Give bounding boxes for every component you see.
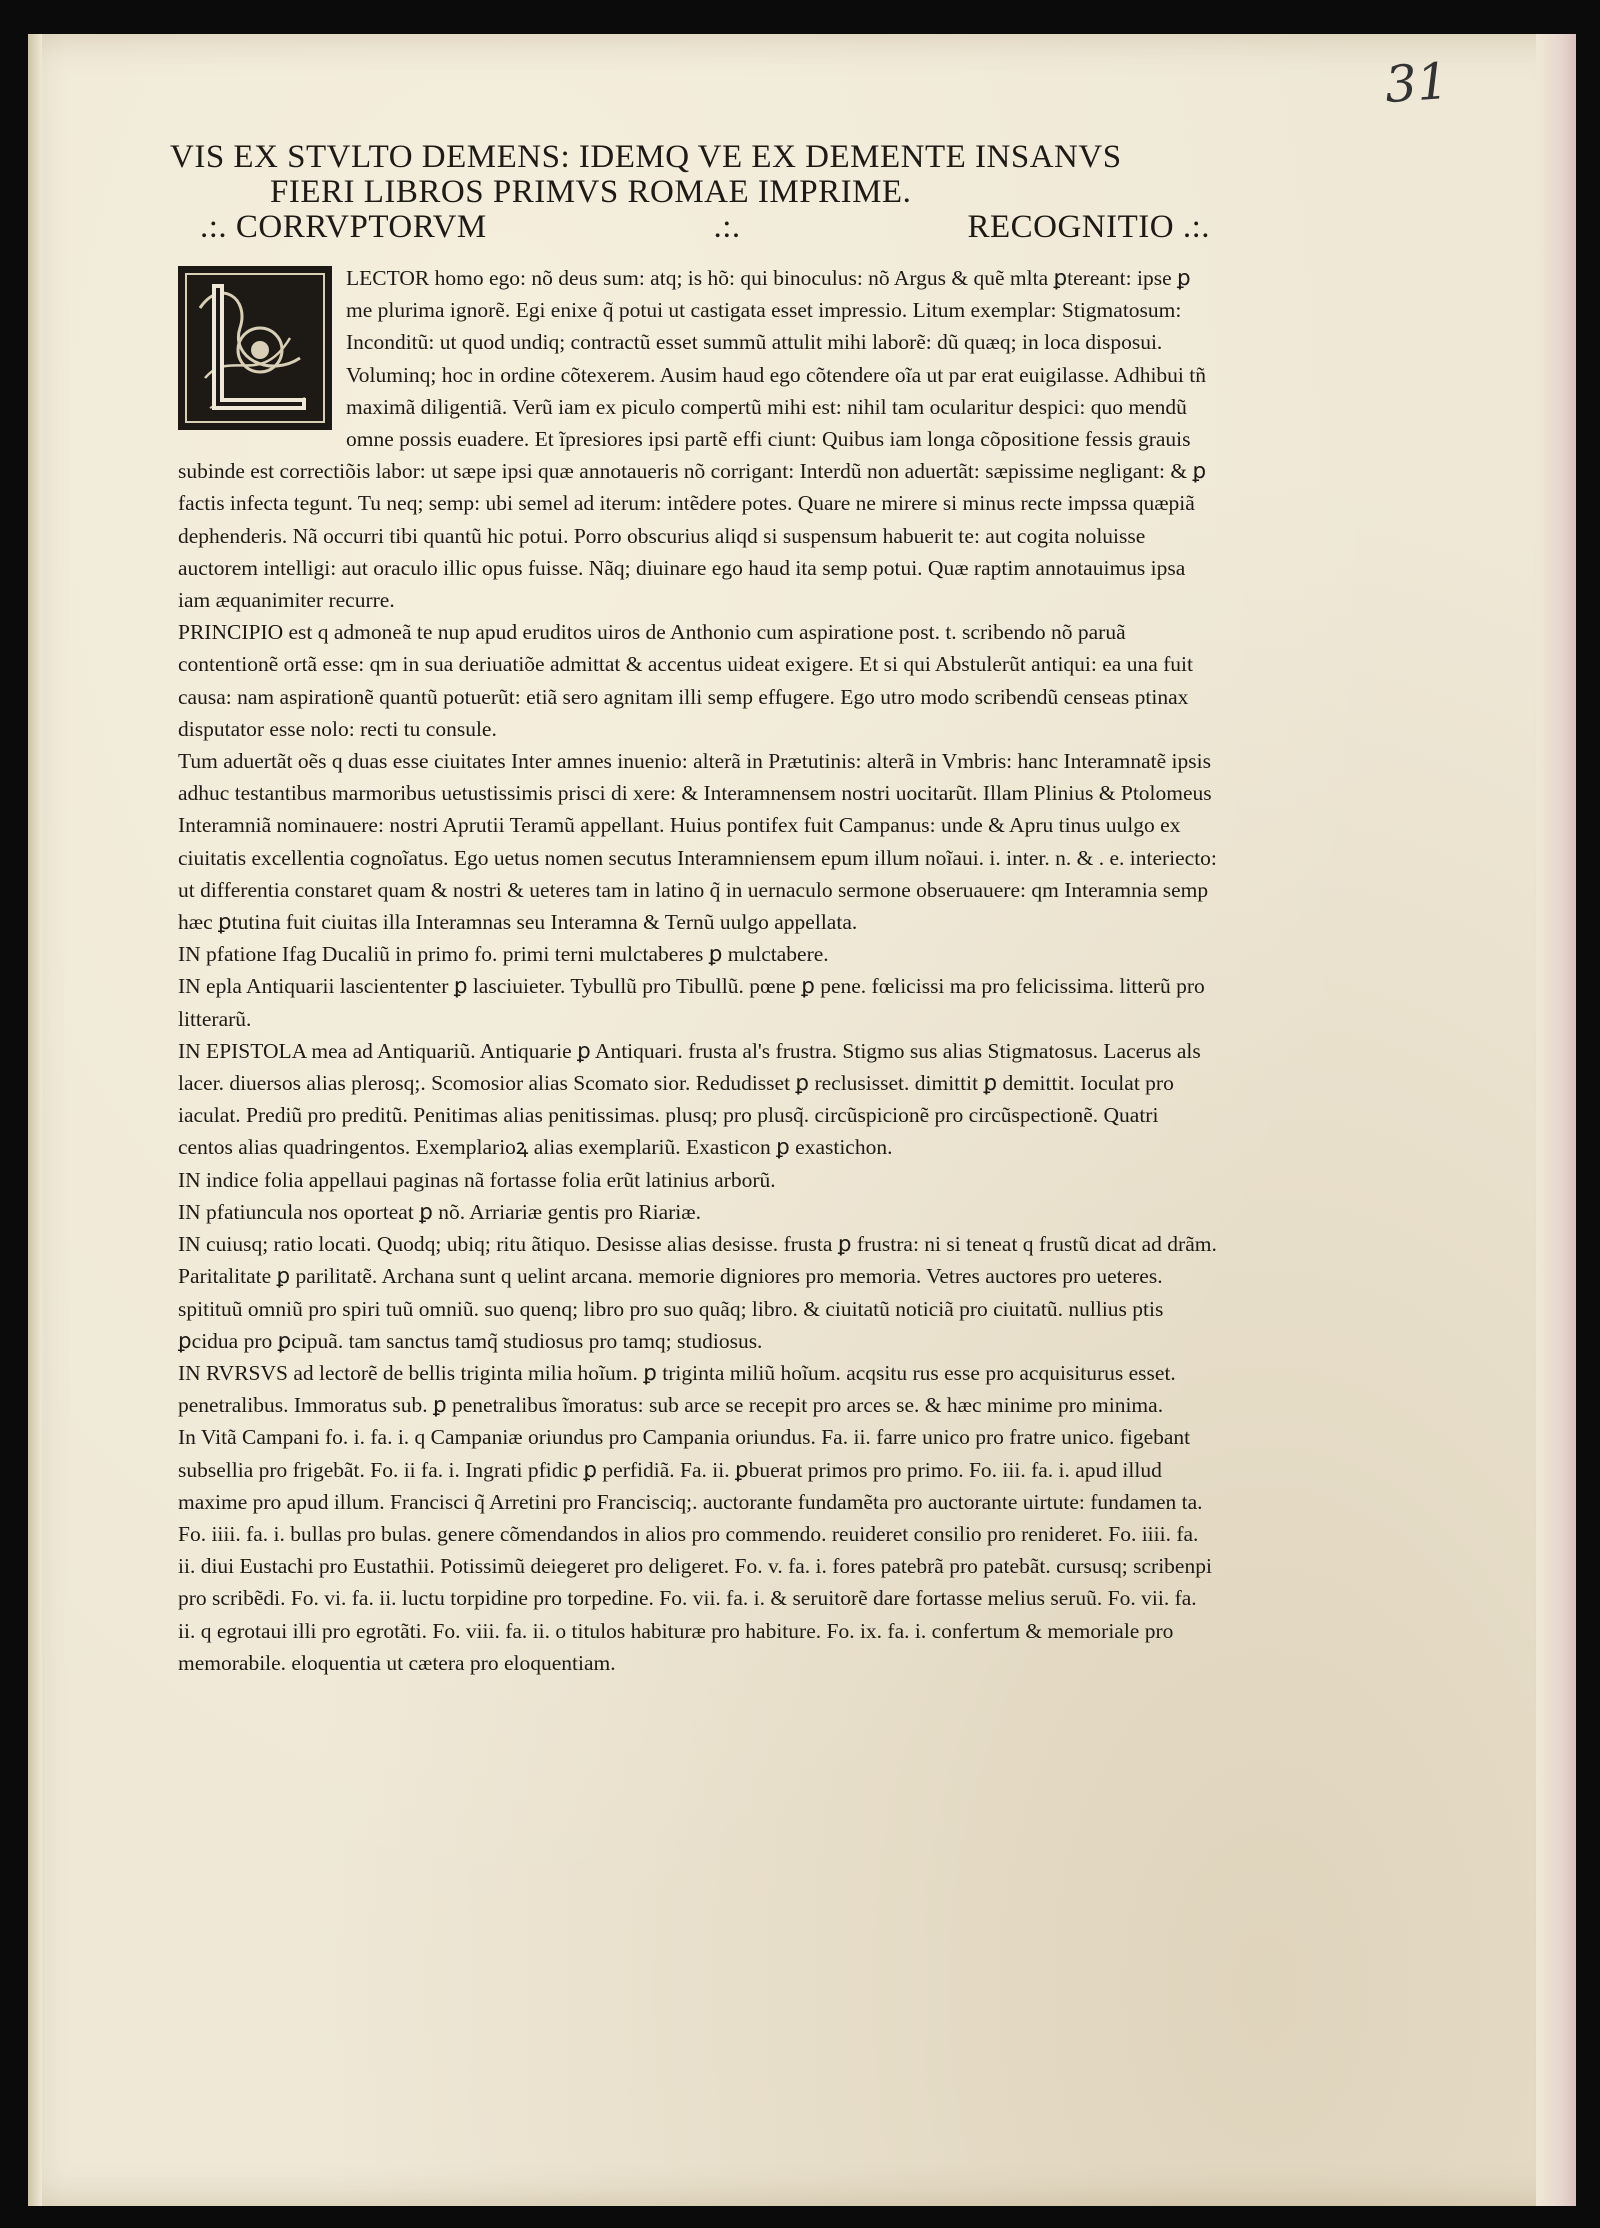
paragraph-4: IN pfatione Ifag Ducaliũ in primo fo. primi terni mulctaberes ꝑ mulctabere. (178, 942, 829, 967)
paragraph-9: IN cuiusq; ratio locati. Quodq; ubiq; ritu ãtiquo. Desisse alias desisse. frusta ꝑ frustra: ni si teneat q frustũ dicat ad drãm. Paritalitate ꝑ parilitatẽ. Archana sunt q uelint arcana. memorie digniores pro memoria. Vetres auctores pro ueteres. spitituũ omniũ pro spiri tuũ omniũ. suo quenq; libro pro suo quãq; libro. & ciuitatũ noticiã pro ciuitatũ. nullius ptis ꝑcidua pro ꝑcipuã. tam sanctus tamq̃ studiosus pro tamq; studiosus. (178, 1232, 1217, 1353)
heading-line-3-left: .:. CORRVPTORVM (200, 209, 487, 245)
paragraph-1: LECTOR homo ego: nõ deus sum: atq; is hõ: qui binoculus: nõ Argus & quẽ mlta ꝑtereant: ipse ꝑ me plurima ignorẽ. Egi enixe q̃ potui ut castigata esset impressio. Litum exemplar: Stigmatosum: Inconditũ: ut quod undiq; contractũ esset summũ attulit mihi laborẽ: dũ quæq; in loca disposui. Voluminq; hoc in ordine cõtexerem. Ausim haud ego cõtendere oĩa ut par erat euigilasse. Adhibui tñ maximã diligentiã. Verũ iam ex piculo compertũ mihi est: nihil tam ocularitur despici: quo mendũ omne possis euadere. Et ĩpresiores ipsi partẽ effi ciunt: Quibus iam longa cõpositione fessis grauis subinde est correctiõis labor: ut sæpe ipsi quæ annotaueris nõ corrigant: Interdũ non aduertãt: sæpissime negligant: & ꝑ factis infecta tegunt. Tu neq; semp: ubi semel ad iterum: intẽdere potes. Quare ne mirere si minus recte impssa quæpiã dephenderis. Nã occurri tibi quantũ hic potui. Porro obscurius aliqd si suspensum habuerit te: aut cogita noluisse auctorem intelligi: aut oraculo illic opus fuisse. Nãq; diuinare ego haud ita semp potui. Quæ raptim annotauimus ipsa iam æquanimiter recurre. (178, 266, 1207, 613)
heading-line-2: FIERI LIBROS PRIMVS ROMAE IMPRIME. (270, 174, 912, 210)
heading-line-3 (170, 210, 1230, 245)
heading-line-1: VIS EX STVLTO DEMENS: IDEMQ VE EX DEMENTE INSANVS (170, 139, 1122, 175)
paragraph-3: Tum aduertãt oẽs q duas esse ciuitates Inter amnes inuenio: alterã in Prætutinis: alterã in Vmbris: hanc Interamnatẽ ipsis adhuc testantibus marmoribus uetustissimis prisci di xere: & Interamnensem nostri uocitarũt. Illam Plinius & Ptolomeus Interamniã nominauere: nostri Aprutii Teramũ appellant. Huius pontifex fuit Campanus: unde & Apru tinus uulgo ex ciuitatis excellentia cognoĩatus. Ego uetus nomen secutus Interamniensem epum illum noĩaui. i. inter. n. & . e. interiecto: ut differentia constaret quam & nostri & ueteres tam in latino q̃ in uernaculo sermone obseruauere: qm Interamnia semp hæc ꝑtutina fuit ciuitas illa Interamnas seu Interamna & Ternũ uulgo appellata. (178, 749, 1217, 935)
paragraph-2: PRINCIPIO est q admoneã te nup apud eruditos uiros de Anthonio cum aspiratione post. t. scribendo nõ paruã contentionẽ ortã esse: qm in sua deriuatiõe admittat & accentus uideat exigere. Et si qui Abstulerũt antiqui: ea una fuit causa: nam aspirationẽ quantũ potuerũt: etiã sero agnitam illi semp effugere. Ego utro modo scribendũ censeas ptinax disputator esse nolo: recti tu consule. (178, 620, 1193, 741)
heading-line-3-mid: .:. (713, 209, 741, 245)
page-gutter-shadow (28, 34, 42, 2206)
paragraph-10: IN RVRSVS ad lectorẽ de bellis triginta milia hoĩum. ꝑ triginta miliũ hoĩum. acqsitu rus esse pro acquisiturus esset. penetralibus. Immoratus sub. ꝑ penetralibus ĩmoratus: sub arce se recepit pro arces se. & hæc minime pro minima. (178, 1360, 1176, 1418)
paragraph-7: IN indice folia appellaui paginas nã fortasse folia erũt latinius arborũ. (178, 1167, 776, 1192)
paragraph-6: IN EPISTOLA mea ad Antiquariũ. Antiquarie ꝑ Antiquari. frusta al's frustra. Stigmo sus alias Stigmatosus. Lacerus als lacer. diuersos alias plerosq;. Scomosior alias Scomato sior. Redudisset ꝑ reclusisset. dimittit ꝑ demittit. Ioculat pro iaculat. Prediũ pro preditũ. Penitimas alias penitissimas. plusq; pro plusq̃. circũspicionẽ pro circũspectionẽ. Quatri centos alias quadringentos. Exemplarioꝝ alias exemplariũ. Exasticon ꝑ exastichon. (178, 1038, 1201, 1160)
paragraph-11: In Vitã Campani fo. i. fa. i. q Campaniæ oriundus pro Campania oriundus. Fa. ii. farre unico pro fratre unico. figebant subsellia pro frigebãt. Fo. ii fa. i. Ingrati pfidic ꝑ perfidiã. Fa. ii. ꝑbuerat primos pro primo. Fo. iii. fa. i. apud illud maxime pro apud illum. Francisci q̃ Arretini pro Francisciq;. auctorante fundamẽta pro auctorante uirtute: fundamen ta. Fo. iiii. fa. i. bullas pro bulas. genere cõmendandos in alios pro commendo. reuideret consilio pro renideret. Fo. iiii. fa. ii. diui Eustachi pro Eustathii. Potissimũ deiegeret pro deligeret. Fo. v. fa. i. fores patebrã pro patebãt. cursusq; scribenpi pro scribẽdi. Fo. vi. fa. ii. luctu torpidine pro torpedine. Fo. vii. fa. i. & seruitorẽ dare fortasse melius seruũ. Fo. vii. fa. ii. q egrotaui illi pro egrotãti. Fo. viii. fa. ii. o titulos habituræ pro habiture. Fo. ix. fa. i. confertum & memoriale pro memorabile. eloquentia ut cætera pro eloquentiam. (178, 1425, 1212, 1675)
decorated-initial-L (178, 266, 332, 430)
folio-number: 31 (1383, 51, 1451, 115)
body-text (178, 262, 1218, 1679)
paragraph-5: IN epla Antiquarii lasciententer ꝑ lasciuieter. Tybullũ pro Tibullũ. pœne ꝑ pene. fœlicissi ma pro felicissima. litterũ pro litterarũ. (178, 974, 1205, 1031)
page-heading (170, 140, 1230, 245)
paragraph-8: IN pfatiuncula nos oporteat ꝑ nõ. Arriariæ gentis pro Riariæ. (178, 1199, 701, 1224)
heading-line-3-right: RECOGNITIO .:. (967, 209, 1210, 245)
page-fore-edge (1536, 34, 1576, 2206)
